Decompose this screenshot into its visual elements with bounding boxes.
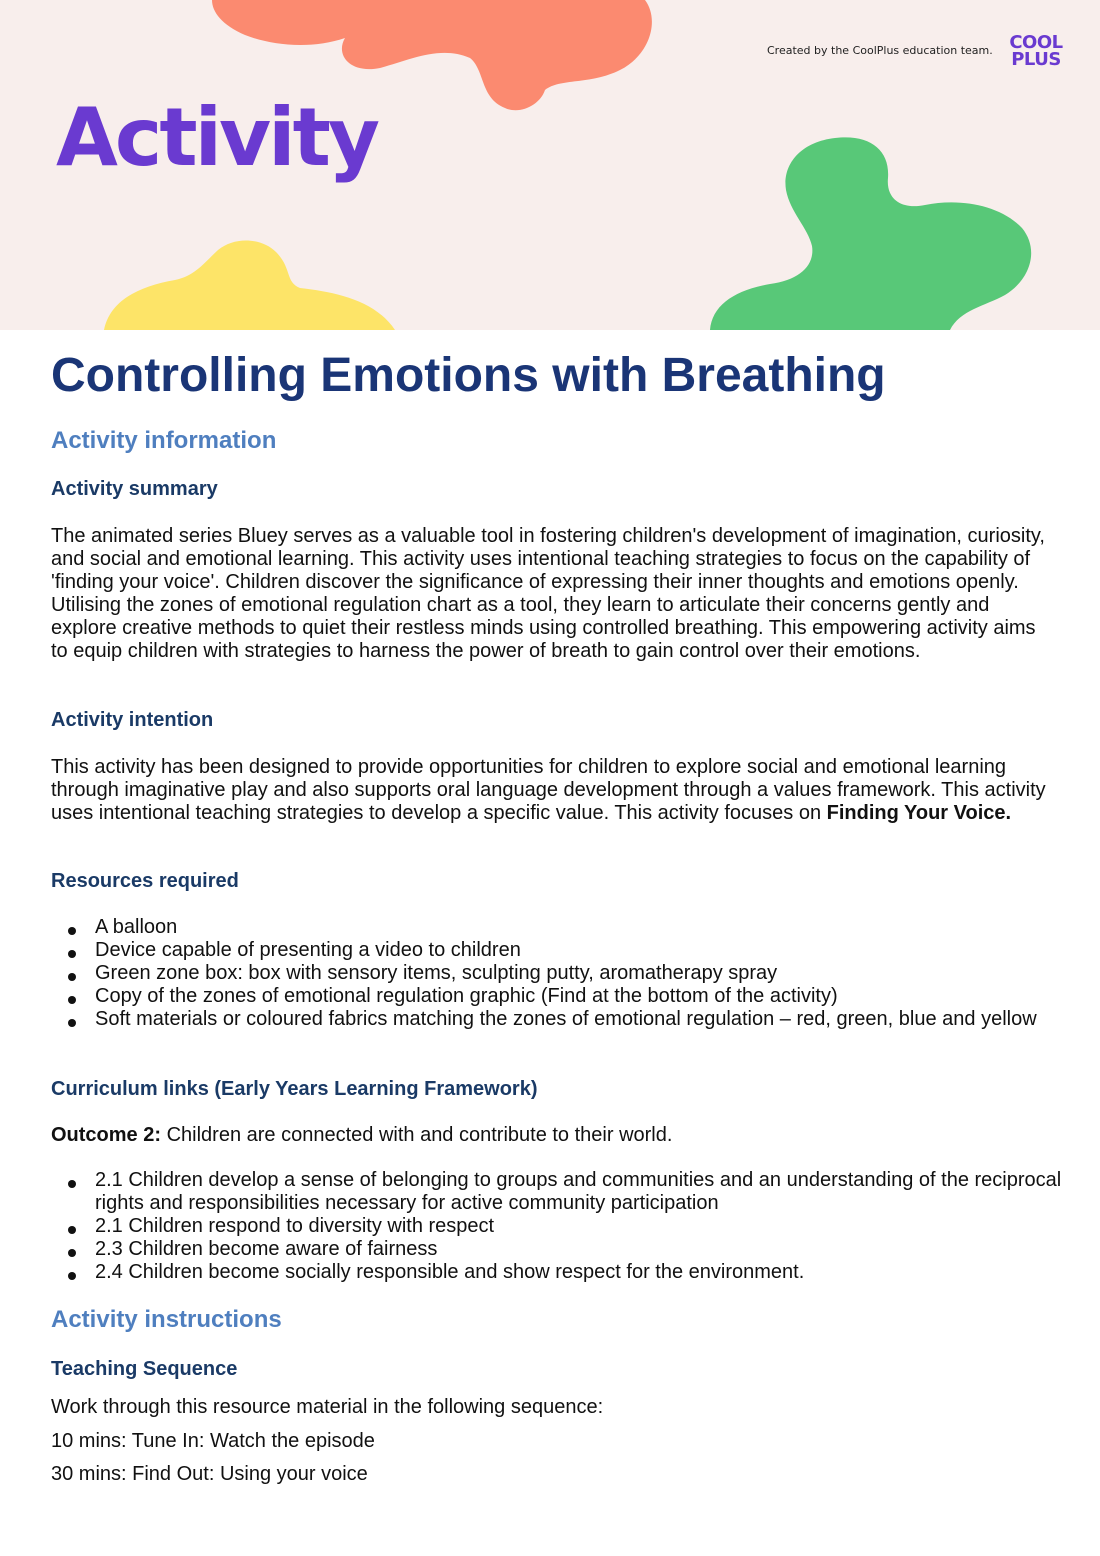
curriculum-heading: Curriculum links (Early Years Learning Framework) <box>51 1078 538 1100</box>
activity-label: Activity <box>56 91 377 184</box>
outcome-text: Children are connected with and contribute to their world. <box>161 1124 673 1146</box>
intention-text: This activity has been designed to provide opportunities for children to explore social and emotional learning through imaginative play and also supports oral language development through a values framework. This activity uses intentional teaching strategies to develop a specific value. This activity focuses on <box>51 756 1046 824</box>
summary-heading: Activity summary <box>51 478 218 500</box>
list-item: 2.1 Children respond to diversity with respect <box>95 1215 1095 1238</box>
credit-text: Created by the CoolPlus education team. <box>767 44 993 57</box>
sequence-heading: Teaching Sequence <box>51 1358 238 1380</box>
coolplus-logo[interactable] <box>1004 34 1068 68</box>
summary-text: The animated series Bluey serves as a valuable tool in fostering children's development of imagination, curiosity, and social and emotional learning. This activity uses intentional teaching strategies to focus on the capability of 'finding your voice'. Children discover the significance of expressing their inner thoughts and emotions openly. Utilising the zones of emotional regulation chart as a tool, they learn to articulate their concerns gently and explore creative methods to quiet their restless minds using controlled breathing. This empowering activity aims to equip children with strategies to harness the power of breath to gain control over their emotions. <box>51 525 1045 662</box>
outcome-label: Outcome 2: <box>51 1124 162 1146</box>
intention-value: Finding Your Voice. <box>826 802 1012 824</box>
list-item: Soft materials or coloured fabrics matching the zones of emotional regulation – red, green, blue and yellow <box>95 1008 1095 1031</box>
yellow-blob <box>104 240 395 330</box>
sequence-intro: Work through this resource material in the following sequence: <box>51 1396 604 1418</box>
logo-line-1: COOL <box>1009 32 1063 53</box>
list-item: Device capable of presenting a video to children <box>95 939 1095 962</box>
list-item: Green zone box: box with sensory items, sculpting putty, aromatherapy spray <box>95 962 1095 985</box>
green-blob <box>710 137 1031 330</box>
intention-paragraph <box>51 756 1051 825</box>
list-item: 2.3 Children become aware of fairness <box>95 1238 1095 1261</box>
list-item: A balloon <box>95 916 1095 939</box>
list-item: 2.4 Children become socially responsible and show respect for the environment. <box>95 1261 1095 1284</box>
sequence-step: 10 mins: Tune In: Watch the episode <box>51 1430 375 1452</box>
list-item: 2.1 Children develop a sense of belonging to groups and communities and an understanding of the reciprocal rights and responsibilities necessary for active community participation <box>95 1169 1095 1215</box>
resources-heading: Resources required <box>51 870 239 892</box>
section-heading-instructions: Activity instructions <box>51 1306 282 1333</box>
main-content <box>51 330 1062 1485</box>
intention-heading: Activity intention <box>51 709 214 731</box>
list-item: Copy of the zones of emotional regulation graphic (Find at the bottom of the activity) <box>95 985 1095 1008</box>
page-title: Controlling Emotions with Breathing <box>51 349 886 402</box>
outcomes-list <box>51 1169 1095 1284</box>
logo-line-2: PLUS <box>1011 49 1061 70</box>
resources-list <box>51 916 1095 1031</box>
hero-banner <box>0 0 1100 330</box>
sequence-step: 30 mins: Find Out: Using your voice <box>51 1463 368 1485</box>
section-heading-information: Activity information <box>51 427 277 454</box>
outcome-paragraph <box>51 1124 1051 1147</box>
